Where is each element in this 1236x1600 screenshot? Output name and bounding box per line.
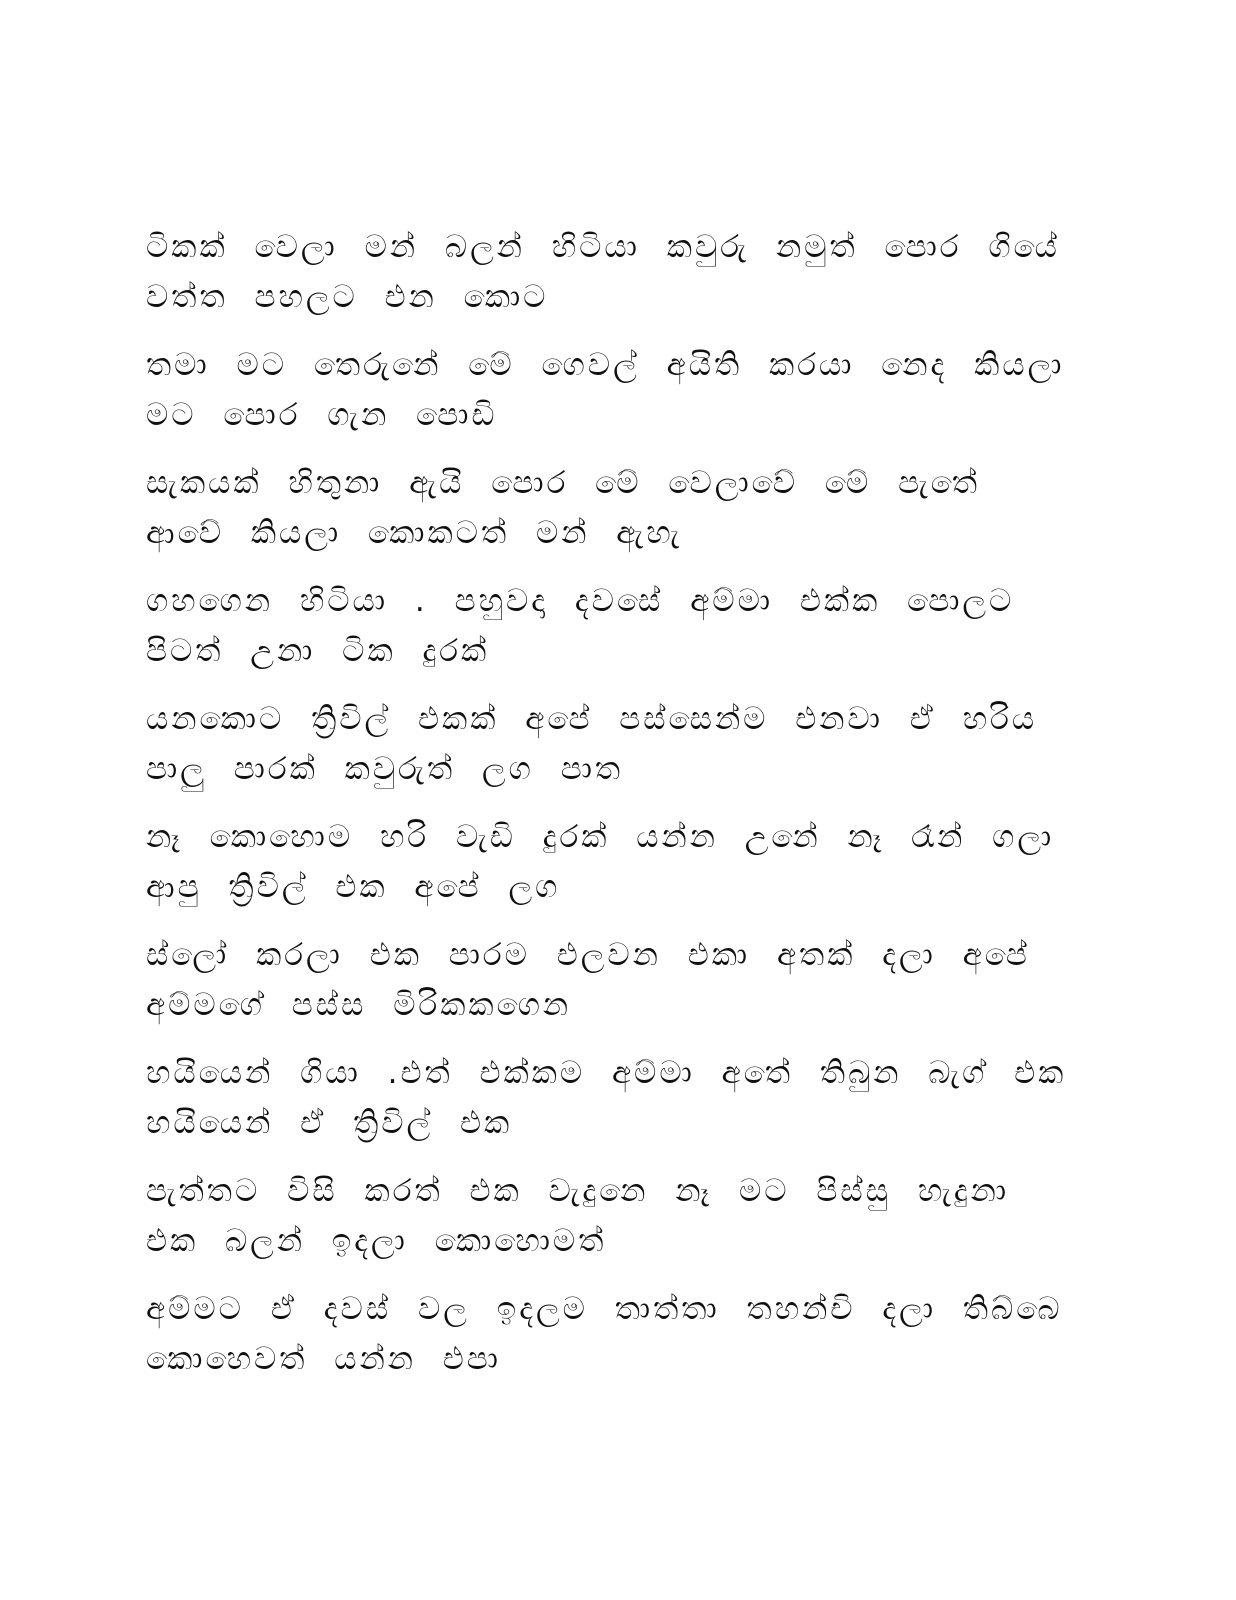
text-line: කොහෙවත් යන්න එපා <box>146 1341 501 1377</box>
text-line: ආවේ කියලා කොකටත් මන් ඇහැ <box>146 515 683 551</box>
body-text <box>146 222 1086 1402</box>
text-line: පැත්තට විසි කරත් එක වැදුනෙ නෑ මට පිස්සු හැදුනා <box>146 1173 1010 1209</box>
text-line: යනකොට ත්‍රිවිල් එකක් අපේ පස්සෙන්ම එනවා ඒ හරිය <box>146 701 1038 737</box>
paragraph <box>146 1166 1086 1266</box>
paragraph <box>146 340 1086 440</box>
text-line: ටිකක් වෙලා මන් බලන් හිටියා කවුරු නමුත් පොර ගියේ <box>146 229 1060 265</box>
text-line: පිටත් උනා ටික දුරක් <box>146 633 490 669</box>
text-line: අම්මගේ පස්ස මිරිකකගෙන <box>146 987 572 1023</box>
paragraph <box>146 458 1086 558</box>
text-line: අම්මට ඒ දවස් වල ඉදලම තාත්තා තහන්චි දලා තිබ්බෙ <box>146 1291 1063 1327</box>
text-line: තමා මට තෙරුනේ මේ ගෙවල් අයිති කරයා නෙද කියලා <box>146 347 1065 383</box>
paragraph <box>146 1048 1086 1148</box>
text-line: මට පොර ගැන පොඩි <box>146 397 498 433</box>
text-line: එක බලන් ඉදලා කොහොමත් <box>146 1223 607 1259</box>
paragraph <box>146 576 1086 676</box>
text-line: ස්ලෝ කරලා එක පාරම එලවන එකා අතක් දලා අපේ <box>146 937 1030 973</box>
text-line: හයියෙන් ඒ ත්‍රිවිල් එක <box>146 1105 513 1141</box>
text-line: සැකයක් හිතුනා ඇයි පොර මේ වෙලාවේ මේ පැතේ <box>146 465 981 501</box>
text-line: හයියෙන් ගියා .එත් එක්කම අම්මා අතේ තිබුන බැග් එක <box>146 1055 1067 1091</box>
text-line: වත්ත පහලට එන කොට <box>146 279 549 315</box>
paragraph <box>146 694 1086 794</box>
paragraph <box>146 1284 1086 1384</box>
paragraph <box>146 812 1086 912</box>
text-line: පාලු පාරක් කවුරුත් ලග පාත <box>146 751 624 787</box>
paragraph <box>146 930 1086 1030</box>
paragraph <box>146 222 1086 322</box>
text-line: ආපු ත්‍රිවිල් එක අපේ ලග <box>146 869 561 905</box>
text-line: නෑ කොහොම හරි වැඩි දුරක් යන්න උනේ නෑ රෑන් ගලා <box>146 819 1055 855</box>
text-line: ගහගෙන හිටියා . පහුවදා දවසේ අම්මා එක්ක පොලට <box>146 583 1015 619</box>
